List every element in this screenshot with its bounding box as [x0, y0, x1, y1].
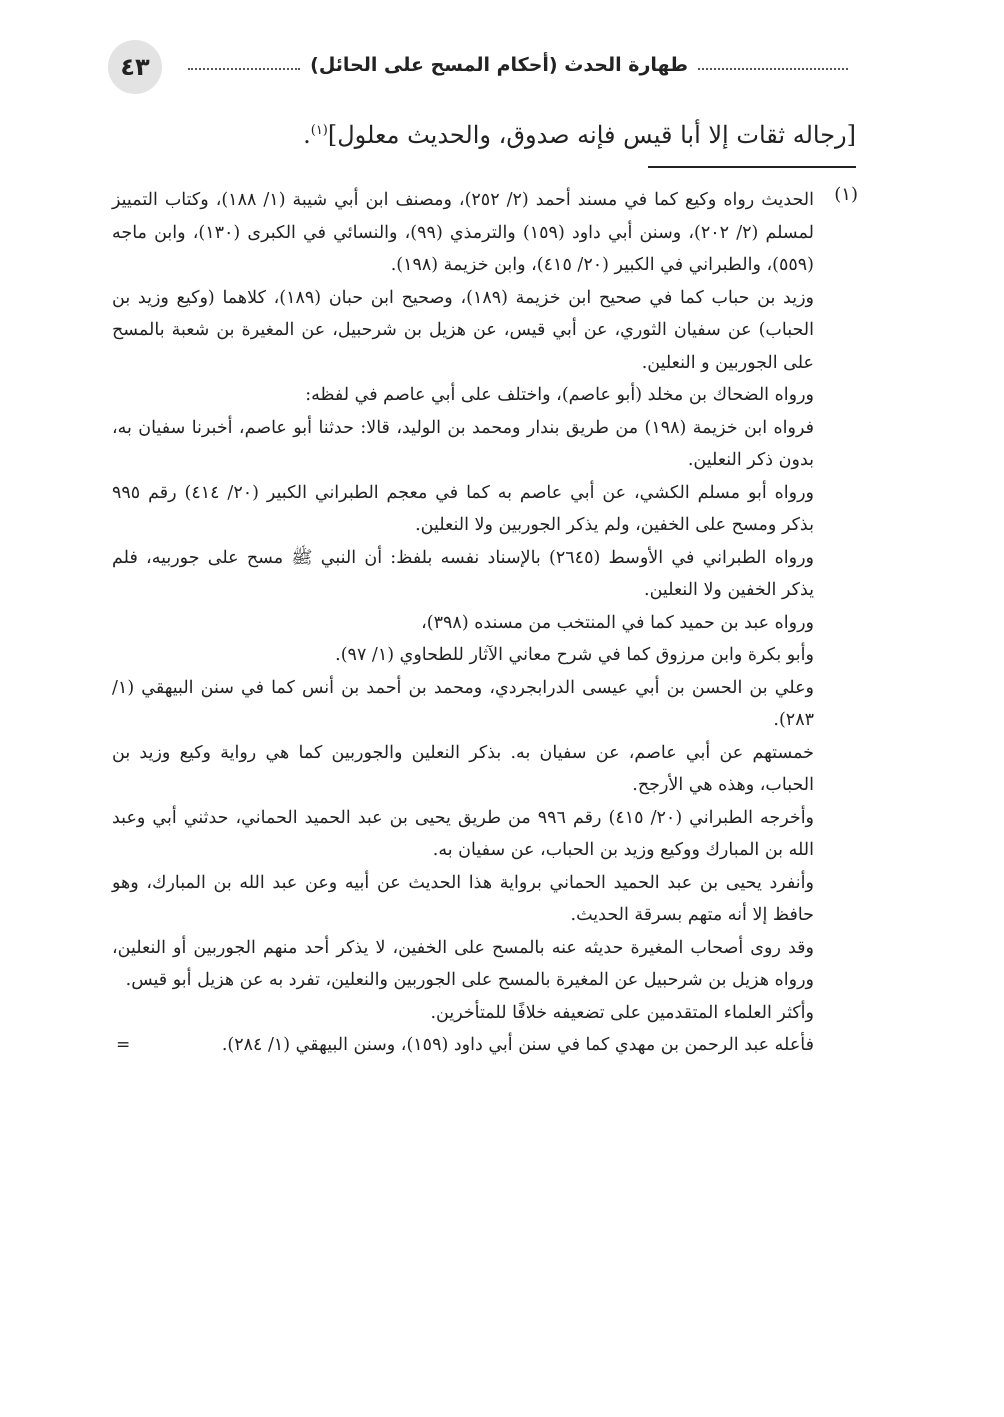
footnote-paragraph: وأكثر العلماء المتقدمين على تضعيفه خلافًا للمتأخرين. — [430, 1002, 814, 1023]
footnote-paragraph: وزيد بن حباب كما في صحيح ابن خزيمة (١٨٩)، وصحيح ابن حبان (١٨٩)، كلاهما (وكيع وزيد بن الحباب) عن سفيان الثوري، عن أبي قيس، عن هزيل بن شرحبيل، عن المغيرة بن شعبة بالمسح على الجوربين و النعلين. — [112, 287, 814, 373]
main-text — [156, 112, 856, 154]
footnotes-section — [112, 184, 858, 1062]
footnote-paragraph: وقد روى أصحاب المغيرة حديثه عنه بالمسح على الخفين، لا يذكر أحد منهم الجوربين أو النعلين، ورواه هزيل بن شرحبيل عن المغيرة بالمسح على الجوربين والنعلين، تفرد به عن هزيل أبو قيس. — [112, 937, 814, 990]
running-title: طهارة الحدث (أحكام المسح على الحائل) — [310, 54, 688, 76]
footnote-last-text: فأعله عبد الرحمن بن مهدي كما في سنن أبي داود (١٥٩)، وسنن البيهقي (١/ ٢٨٤). — [221, 1035, 814, 1055]
page-header — [108, 40, 848, 96]
footnote-paragraph: ورواه عبد بن حميد كما في المنتخب من مسنده (٣٩٨)، — [421, 612, 814, 633]
leader-dots-left — [188, 67, 300, 70]
page-number: ٤٣ — [120, 53, 150, 81]
footnote-paragraph: وأنفرد يحيى بن عبد الحميد الحماني برواية هذا الحديث عن أبيه وعن عبد الله بن المبارك، وهو حافظ إلا أنه متهم بسرقة الحديث. — [112, 872, 814, 925]
footnote-number: (١) — [834, 184, 858, 205]
footnote-ref[interactable]: (١) — [310, 123, 328, 138]
footnote-paragraph: وأخرجه الطبراني (٢٠/ ٤١٥) رقم ٩٩٦ من طريق يحيى بن عبد الحميد الحماني، حدثني أبي وعبد الله بن المبارك ووكيع وزيد بن الحباب، عن سفيان به. — [112, 807, 815, 860]
footnote-separator — [648, 166, 856, 168]
page-number-badge — [108, 40, 162, 94]
footnote-paragraph: خمستهم عن أبي عاصم، عن سفيان به. بذكر النعلين والجوربين كما هي رواية وكيع وزيد بن الحباب، وهذه هي الأرجح. — [112, 742, 815, 795]
main-text-content: [رجاله ثقات إلا أبا قيس فإنه صدوق، والحديث معلول] — [327, 121, 856, 149]
footnote-paragraph: ورواه الطبراني في الأوسط (٢٦٤٥) بالإسناد نفسه بلفظ: أن النبي ﷺ مسح على جوربيه، فلم يذكر الخفين ولا النعلين. — [112, 547, 814, 600]
footnote-paragraph: ورواه الضحاك بن مخلد (أبو عاصم)، واختلف على أبي عاصم في لفظه: — [305, 385, 814, 405]
footnote-paragraph: الحديث رواه وكيع كما في مسند أحمد (٢/ ٢٥٢)، ومصنف ابن أبي شيبة (١/ ١٨٨)، وكتاب التمييز لمسلم (٢/ ٢٠٢)، وسنن أبي داود (١٥٩) والترمذي (٩٩)، والنسائي في الكبرى (١٣٠)، وابن ماجه (٥٥٩)، والطبراني في الكبير (٢٠/ ٤١٥)، وابن خزيمة (١٩٨). — [112, 190, 814, 275]
leader-dots-right — [698, 67, 848, 70]
footnote-paragraph: وعلي بن الحسن بن أبي عيسى الدرابجردي، ومحمد بن أحمد بن أنس كما في سنن البيهقي (١/ ٢٨٣). — [112, 677, 814, 730]
main-text-end: . — [303, 121, 311, 149]
footnote-last-line — [112, 1029, 814, 1062]
continuation-mark: = — [116, 1035, 131, 1055]
running-title-bar — [188, 54, 848, 76]
footnote-paragraph: فرواه ابن خزيمة (١٩٨) من طريق بندار ومحمد بن الوليد، قالا: حدثنا أبو عاصم، أخبرنا سفيان به، بدون ذكر النعلين. — [112, 417, 814, 470]
footnote-body — [112, 184, 814, 1062]
footnote-paragraph: ورواه أبو مسلم الكشي، عن أبي عاصم به كما في معجم الطبراني الكبير (٢٠/ ٤١٤) رقم ٩٩٥ بذكر ومسح على الخفين، ولم يذكر الجوربين ولا النعلين. — [112, 482, 815, 535]
footnote-paragraph: وأبو بكرة وابن مرزوق كما في شرح معاني الآثار للطحاوي (١/ ٩٧). — [335, 645, 814, 665]
